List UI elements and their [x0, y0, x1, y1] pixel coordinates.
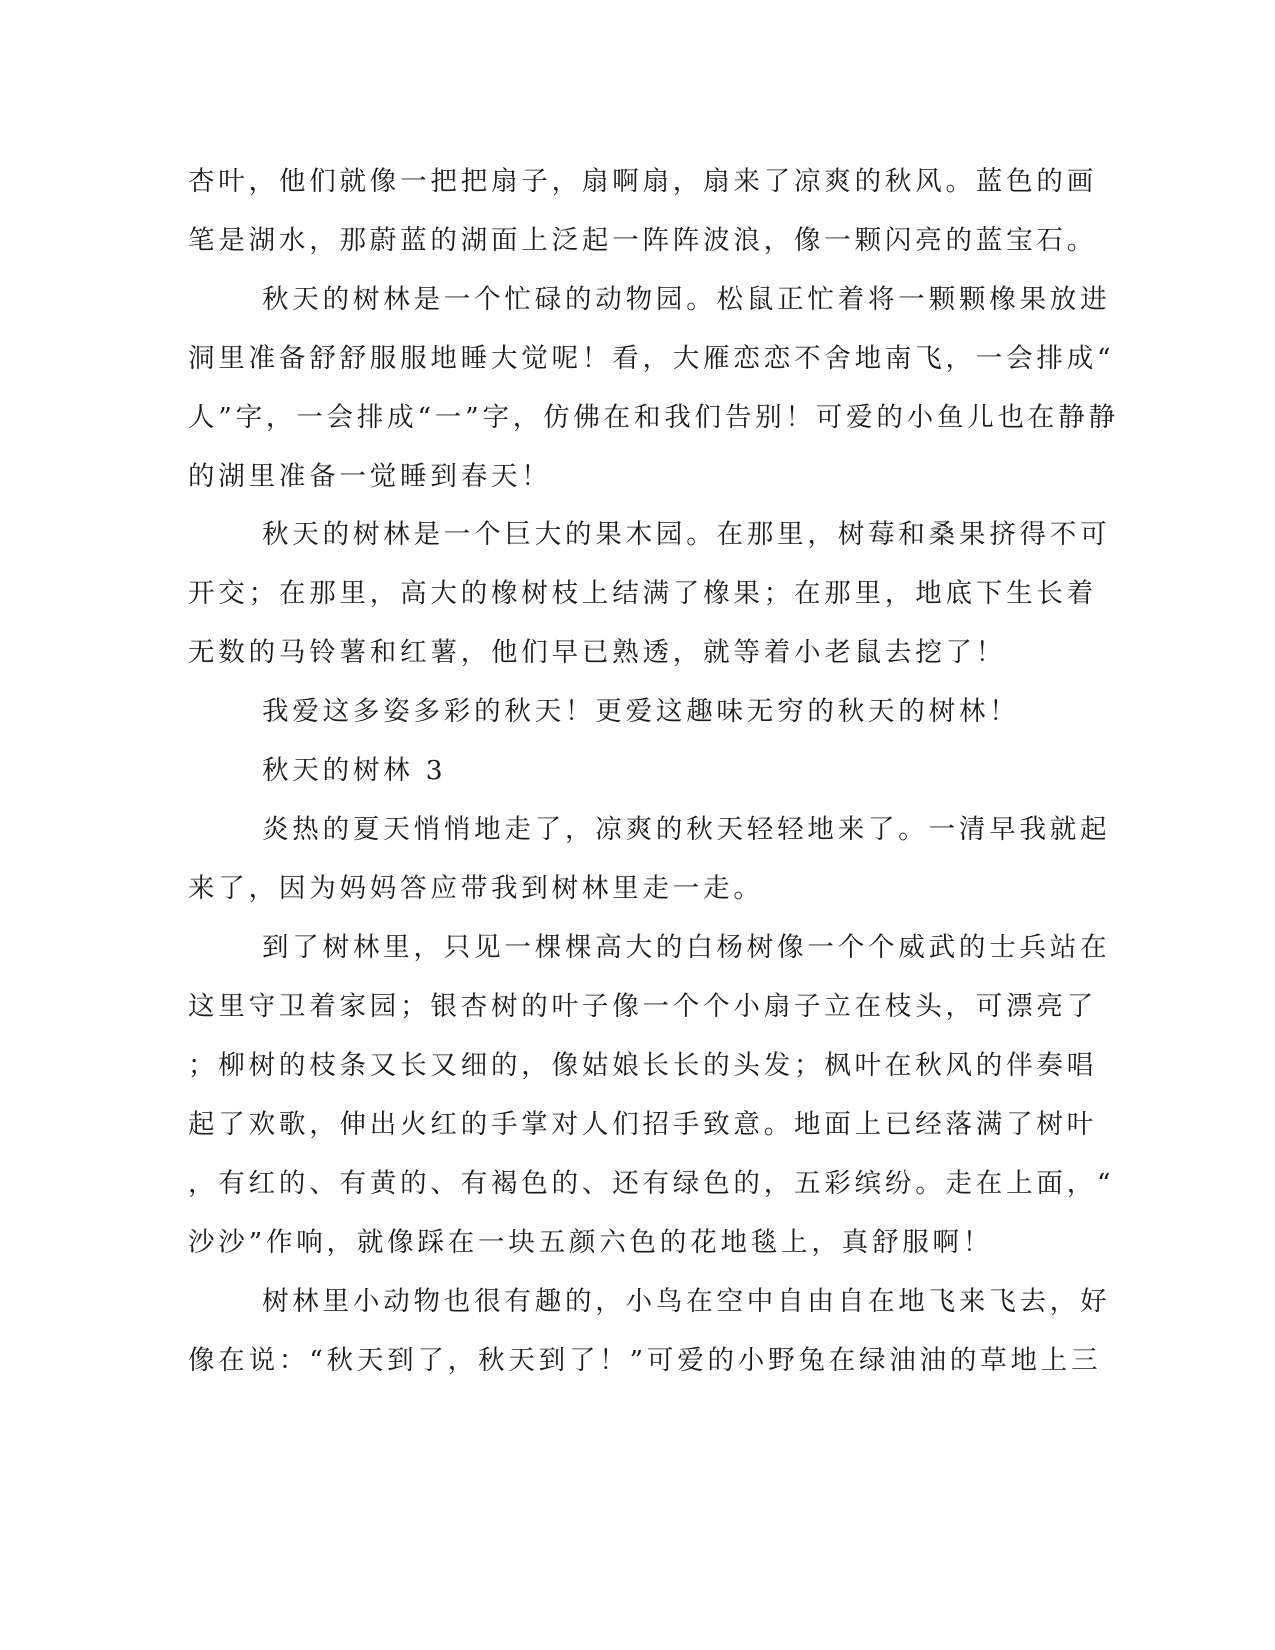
paragraph-first-line: 树林里小动物也很有趣的，小鸟在空中自由自在地飞来飞去，好: [262, 1286, 1111, 1317]
text-line: 这里守卫着家园；银杏树的叶子像一个个小扇子立在枝头，可漂亮了: [188, 991, 1097, 1022]
text-line: 笔是湖水，那蔚蓝的湖面上泛起一阵阵波浪，像一颗闪亮的蓝宝石。: [188, 225, 1097, 256]
text-line: ，有红的、有黄的、有褐色的、还有绿色的，五彩缤纷。走在上面，“: [188, 1168, 1115, 1199]
text-line: 的湖里准备一觉睡到春天！: [188, 461, 552, 492]
text-line: 像在说：“秋天到了，秋天到了！”可爱的小野兔在绿油油的草地上三: [188, 1345, 1102, 1376]
text-line: 沙沙”作响，就像踩在一块五颜六色的花地毯上，真舒服啊！: [188, 1227, 994, 1258]
text-line: 无数的马铃薯和红薯，他们早已熟透，就等着小老鼠去挖了！: [188, 637, 1007, 668]
text-line: 杏叶，他们就像一把把扇子，扇啊扇，扇来了凉爽的秋风。蓝色的画: [188, 166, 1097, 197]
text-line: 开交；在那里，高大的橡树枝上结满了橡果；在那里，地底下生长着: [188, 578, 1097, 609]
paragraph-first-line: 炎热的夏天悄悄地走了，凉爽的秋天轻轻地来了。一清早我就起: [262, 814, 1111, 845]
text-line: ；柳树的枝条又长又细的，像姑娘长长的头发；枫叶在秋风的伴奏唱: [188, 1050, 1097, 1081]
text-line: 洞里准备舒舒服服地睡大觉呢！看，大雁恋恋不舍地南飞，一会排成“: [188, 343, 1115, 374]
text-line: 人”字，一会排成“一”字，仿佛在和我们告别！可爱的小鱼儿也在静静: [188, 402, 1119, 433]
section-heading: 秋天的树林 3: [262, 755, 447, 786]
paragraph-first-line: 秋天的树林是一个巨大的果木园。在那里，树莓和桑果挤得不可: [262, 519, 1111, 550]
paragraph-first-line: 到了树林里，只见一棵棵高大的白杨树像一个个威武的士兵站在: [262, 932, 1111, 963]
paragraph-first-line: 秋天的树林是一个忙碌的动物园。松鼠正忙着将一颗颗橡果放进: [262, 284, 1111, 315]
paragraph-first-line: 我爱这多姿多彩的秋天！更爱这趣味无穷的秋天的树林！: [262, 696, 1020, 727]
text-line: 起了欢歌，伸出火红的手掌对人们招手致意。地面上已经落满了树叶: [188, 1109, 1097, 1140]
text-line: 来了，因为妈妈答应带我到树林里走一走。: [188, 873, 764, 904]
